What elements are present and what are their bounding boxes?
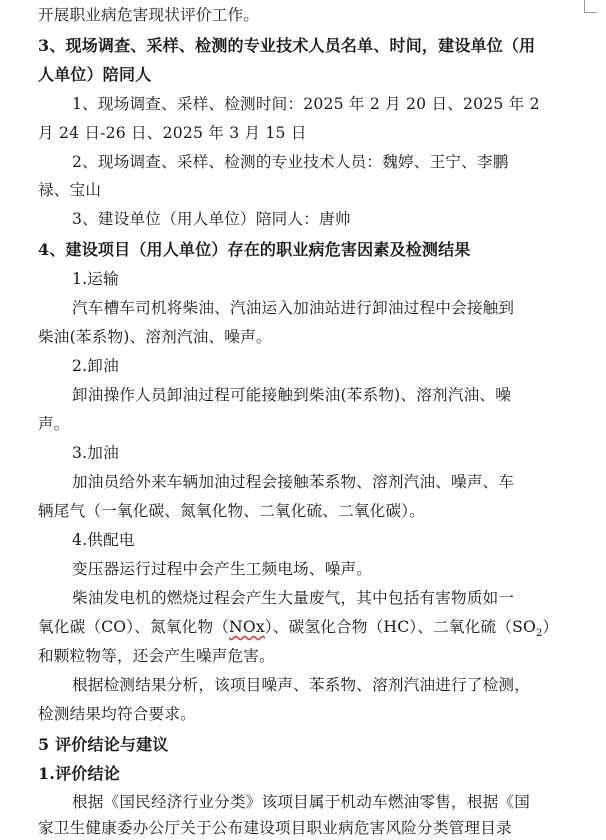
paragraph-line: 汽车槽车司机将柴油、汽油运入加油站进行卸油过程中会接触到 — [72, 299, 515, 317]
section-heading-3-cont: 人单位）陪同人 — [38, 65, 152, 84]
section-heading-4: 4、建设项目（用人单位）存在的职业病危害因素及检测结果 — [38, 240, 471, 259]
spellcheck-underlined-text: NOx — [229, 618, 265, 636]
paragraph-line: 家卫生健康委办公厅关于公布建设项目职业病危害风险分类管理目录 — [38, 819, 512, 837]
paragraph-line: 检测结果均符合要求。 — [38, 705, 196, 723]
paragraph-line: 声。 — [38, 415, 70, 433]
paragraph-line: 1、现场调查、采样、检测时间：2025 年 2 月 20 日、2025 年 2 — [72, 95, 540, 113]
paragraph-line-with-formula — [38, 615, 558, 639]
paragraph-line: 2、现场调查、采样、检测的专业技术人员：魏婷、王宁、李鹏 — [72, 153, 509, 171]
subheading-unloading: 2.卸油 — [72, 357, 119, 375]
paragraph-line: 柴油(苯系物)、溶剂汽油、噪声。 — [38, 328, 272, 346]
subheading-refueling: 3.加油 — [72, 444, 119, 462]
paragraph-line: 3、建设单位（用人单位）陪同人：唐帅 — [72, 210, 351, 228]
text-fragment: 氧化碳（CO）、氮氧化物（ — [38, 618, 230, 636]
subheading-conclusion: 1.评价结论 — [38, 764, 120, 783]
page-corner-mark — [584, 0, 597, 13]
paragraph-line: 辆尾气（一氧化碳、氮氧化物、二氧化硫、二氧化碳）。 — [38, 502, 426, 520]
subheading-transport: 1.运输 — [72, 270, 119, 288]
paragraph-line: 禄、宝山 — [38, 181, 102, 199]
paragraph-line: 柴油发电机的燃烧过程会产生大量废气，其中包括有害物质如一 — [72, 589, 515, 607]
section-heading-5: 5 评价结论与建议 — [38, 735, 169, 754]
paragraph-line: 根据《国民经济行业分类》该项目属于机动车燃油零售，根据《国 — [72, 793, 531, 811]
text-fragment: ） — [542, 618, 559, 636]
paragraph-line: 加油员给外来车辆加油过程会接触苯系物、溶剂汽油、噪声、车 — [72, 473, 515, 491]
paragraph-line: 开展职业病危害现状评价工作。 — [38, 6, 260, 24]
section-heading-3: 3、现场调查、采样、检测的专业技术人员名单、时间，建设单位（用 — [38, 36, 536, 55]
subscript: 2 — [535, 628, 543, 640]
subheading-power-supply: 4.供配电 — [72, 531, 135, 549]
paragraph-line: 卸油操作人员卸油过程可能接触到柴油(苯系物)、溶剂汽油、噪 — [72, 386, 511, 404]
paragraph-line: 月 24 日-26 日、2025 年 3 月 15 日 — [38, 124, 307, 142]
paragraph-line: 和颗粒物等，还会产生噪声危害。 — [38, 647, 275, 665]
paragraph-line: 根据检测结果分析，该项目噪声、苯系物、溶剂汽油进行了检测， — [72, 676, 531, 694]
paragraph-line: 变压器运行过程中会产生工频电场、噪声。 — [72, 560, 373, 578]
text-fragment: ）、碳氢化合物（HC）、二氧化硫（SO — [264, 618, 536, 636]
